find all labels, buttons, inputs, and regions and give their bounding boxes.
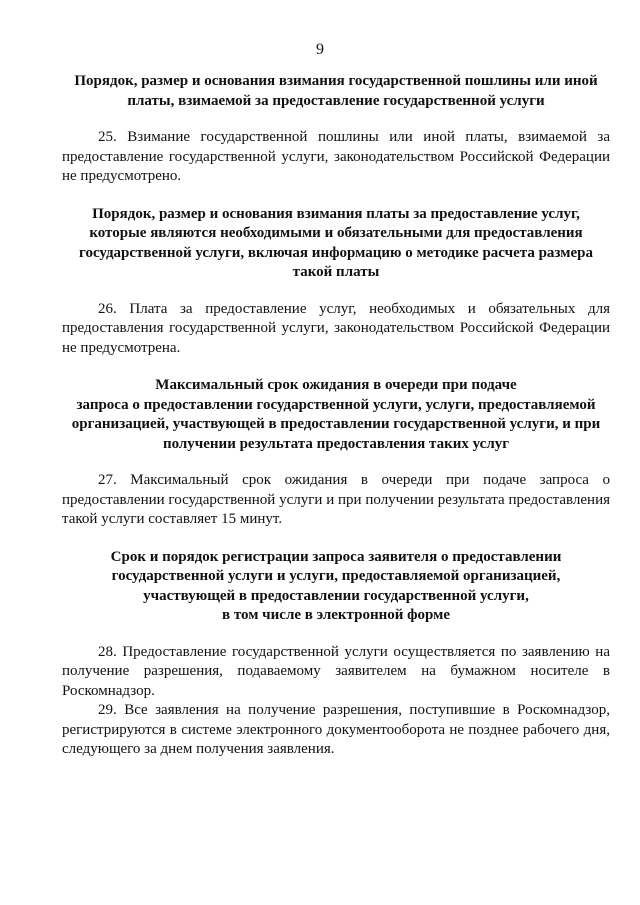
paragraph-29: 29. Все заявления на получение разрешения, поступившие в Роскомнадзор, регистрируются в системе электронного документооборота не позднее рабочего дня, следующего за днем получения заявления. <box>62 702 610 757</box>
heading-line: Срок и порядок регистрации запроса заявителя о предоставлении <box>110 548 562 565</box>
heading-line: такой платы <box>292 264 380 280</box>
document-body <box>62 72 610 760</box>
heading-line: платы, взимаемой за предоставление государственной услуги <box>127 92 545 109</box>
heading-line: государственной услуги и услуги, предоставляемой организацией, <box>111 568 561 584</box>
heading-line: Порядок, размер и основания взимания государственной пошлины или иной <box>74 73 598 89</box>
section-heading-queue-time <box>62 376 610 454</box>
heading-line: участвующей в предоставлении государственной услуги, <box>143 587 529 604</box>
paragraph-25: 25. Взимание государственной пошлины или иной платы, взимаемой за предоставление государственной услуги, законодательством Российской Федерации не предусмотрено. <box>62 129 610 184</box>
heading-line: которые являются необходимыми и обязательными для предоставления <box>89 225 583 241</box>
heading-line: государственной услуги, включая информацию о методике расчета размера <box>79 244 593 261</box>
page-number: 9 <box>316 41 324 58</box>
heading-line: в том числе в электронной форме <box>221 607 450 623</box>
heading-line: запроса о предоставлении государственной услуги, услуги, предоставляемой <box>76 396 596 413</box>
paragraph-27: 27. Максимальный срок ожидания в очереди при подаче запроса о предоставлении государственной услуги и при получении результата предоставления такой услуги составляет 15 минут. <box>62 472 610 527</box>
heading-line: Порядок, размер и основания взимания платы за предоставление услуг, <box>92 205 580 222</box>
section-heading-payment-for-services <box>62 205 610 283</box>
paragraph-28: 28. Предоставление государственной услуги осуществляется по заявлению на получение разрешения, подаваемому заявителем на бумажном носителе в Роскомнадзор. <box>62 643 610 699</box>
section-heading-fee <box>62 72 610 111</box>
paragraph-26: 26. Плата за предоставление услуг, необходимых и обязательных для предоставления государственной услуги, законодательством Российской Федерации не предусмотрена. <box>62 300 610 356</box>
section-heading-registration <box>62 548 610 626</box>
heading-line: организацией, участвующей в предоставлении государственной услуги, и при <box>71 416 601 432</box>
heading-line: получении результата предоставления таких услуг <box>162 435 510 452</box>
heading-line: Максимальный срок ожидания в очереди при подаче <box>155 377 517 393</box>
